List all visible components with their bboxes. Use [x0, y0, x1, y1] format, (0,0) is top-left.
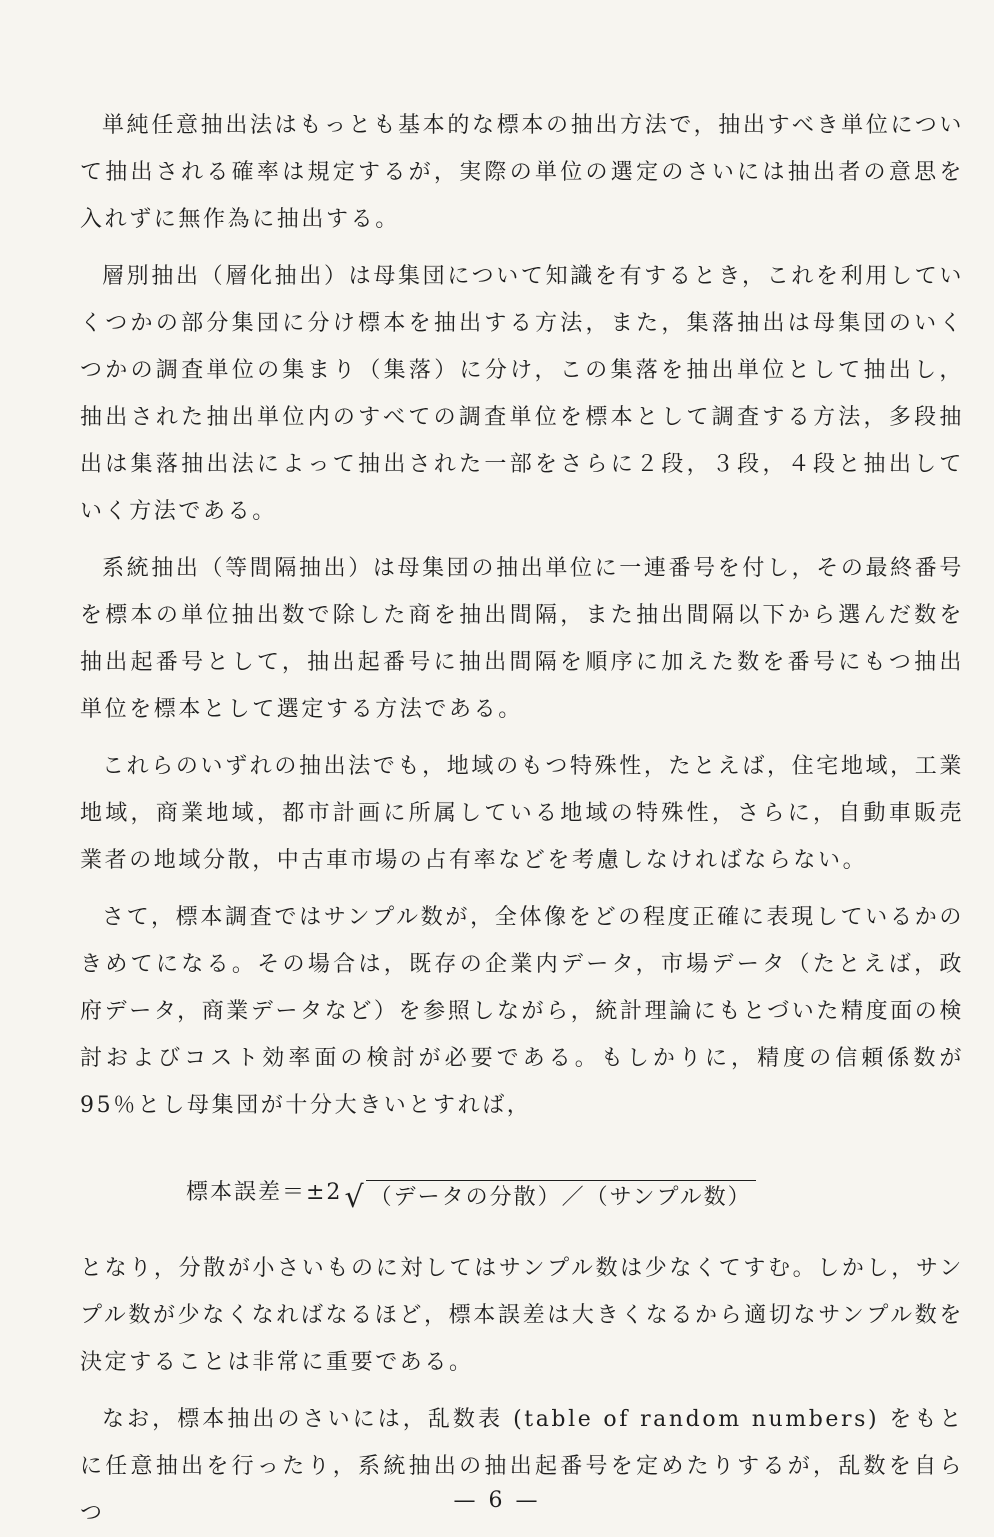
formula-radicand: （データの分散）／（サンプル数） — [366, 1180, 756, 1213]
square-root-symbol: √ — [344, 1180, 366, 1215]
sampling-error-formula — [186, 1173, 964, 1213]
paragraph-formula-explanation: となり，分散が小さいものに対してはサンプル数は少なくてすむ。しかし，サンプル数が少なくなればなるほど，標本誤差は大きくなるから適切なサンプル数を決定することは非常に重要である。 — [80, 1256, 964, 1375]
page-number: — 6 — — [453, 1488, 541, 1513]
paragraph-sample-size: さて，標本調査ではサンプル数が，全体像をどの程度正確に表現しているかのきめてになる。その場合は，既存の企業内データ，市場データ（たとえば，政府データ，商業データなど）を参照しながら，統計理論にもとづいた精度面の検討およびコスト効率面の検討が必要である。もしかりに，精度の信頼係数が95％とし母集団が十分大きいとすれば， — [80, 905, 964, 1118]
paragraph-stratified-sampling: 層別抽出（層化抽出）は母集団について知識を有するとき，これを利用していくつかの部分集団に分け標本を抽出する方法，また，集落抽出は母集団のいくつかの調査単位の集まり（集落）に分け，この集落を抽出単位として抽出し，抽出された抽出単位内のすべての調査単位を標本として調査する方法，多段抽出は集落抽出法によって抽出された一部をさらに２段，３段，４段と抽出していく方法である。 — [80, 264, 964, 524]
paragraph-simple-random-sampling: 単純任意抽出法はもっとも基本的な標本の抽出方法で，抽出すべき単位について抽出される確率は規定するが，実際の単位の選定のさいには抽出者の意思を入れずに無作為に抽出する。 — [80, 113, 964, 232]
paragraph-systematic-sampling: 系統抽出（等間隔抽出）は母集団の抽出単位に一連番号を付し，その最終番号を標本の単位抽出数で除した商を抽出間隔，また抽出間隔以下から選んだ数を抽出起番号として，抽出起番号に抽出間隔を順序に加えた数を番号にもつ抽出単位を標本として選定する方法である。 — [80, 556, 964, 722]
paragraph-random-number-table: なお，標本抽出のさいには，乱数表 (table of random numbers) をもとに任意抽出を行ったり，系統抽出の抽出起番号を定めたりするが，乱数を自らつ — [80, 1407, 964, 1526]
formula-lhs: 標本誤差＝±2 — [186, 1180, 343, 1205]
paragraph-regional-characteristics: これらのいずれの抽出法でも，地域のもつ特殊性，たとえば，住宅地域，工業地域，商業地域，都市計画に所属している地域の特殊性，さらに，自動車販売業者の地域分散，中古車市場の占有率などを考慮しなければならない。 — [80, 754, 964, 873]
